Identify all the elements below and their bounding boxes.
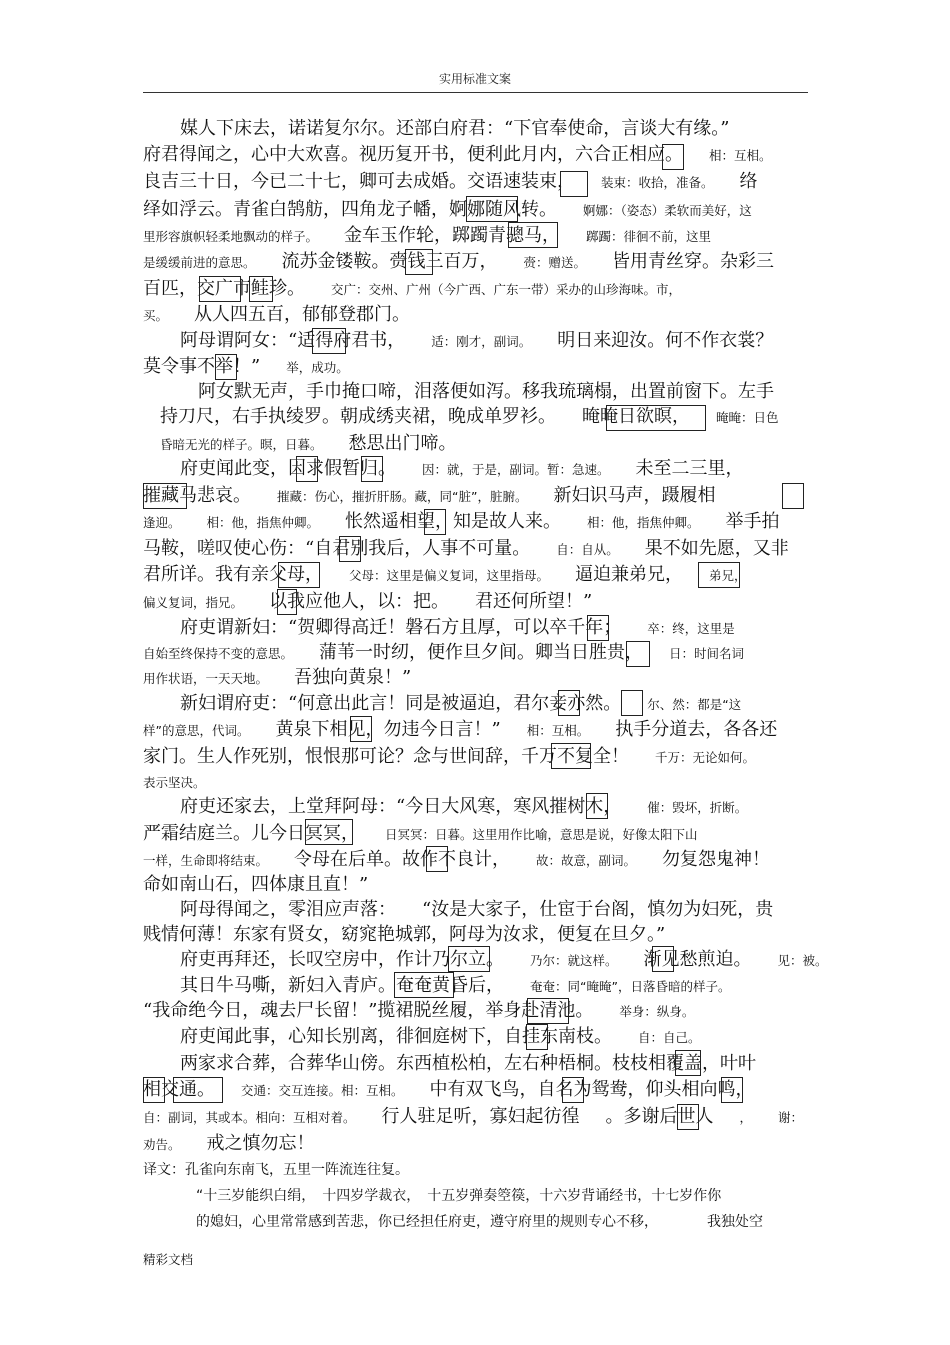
annotation-note: 千万：无论如何。	[655, 750, 756, 765]
poem-text: 戒之慎勿忘！	[206, 1133, 315, 1154]
gloss-highlight-box	[662, 144, 684, 170]
poem-text: 金车玉作轮，踯躅青骢马，	[344, 225, 561, 246]
poem-text: 勿复怨鬼神！	[662, 849, 771, 870]
poem-text: 。多谢后世人	[605, 1106, 714, 1127]
poem-text: 严霜结庭兰。儿今日冥冥，	[143, 823, 359, 844]
text-line	[180, 898, 773, 922]
annotation-note: 逢迎。	[143, 515, 181, 530]
text-line	[143, 718, 777, 743]
annotation-note: 举身：纵身。	[619, 1004, 695, 1019]
poem-text: 府君得闻之，心中大欢喜。视历复开书，便利此月内，六合正相应。	[143, 144, 683, 165]
gloss-highlight-box	[424, 509, 446, 535]
annotation-note: 偏义复词，指兄。	[143, 595, 244, 610]
annotation-note: 卒：终，这里是	[647, 621, 735, 636]
annotation-note: 相：他，指焦仲卿。	[587, 515, 700, 530]
text-line	[180, 117, 729, 141]
poem-text: 晻晻日欲暝，	[582, 406, 690, 427]
poem-text: 令母在后单。故作不良计，	[294, 849, 511, 870]
text-line	[143, 590, 592, 615]
annotation-note: 晻晻：日色	[716, 410, 779, 425]
poem-text: 阿母谓阿女：“适得府君书，	[180, 330, 406, 351]
text-line	[143, 198, 752, 223]
annotation-note: 举，成功。	[286, 360, 349, 375]
annotation-note: 见：被。	[777, 953, 828, 968]
gloss-highlight-box	[527, 998, 569, 1024]
gloss-highlight-box	[426, 846, 448, 872]
poem-text: 贱情何薄！东家有贤女，窈窕艳城郭，阿母为汝求，便复在旦夕。”	[143, 924, 666, 945]
poem-text: 其日牛马嘶，新妇入青庐。奄奄黄昏后，	[180, 975, 504, 996]
poem-text: 百匹，交广市鲑珍。	[143, 278, 305, 299]
gloss-highlight-box	[652, 946, 674, 972]
poem-text: 逼迫兼弟兄，	[575, 564, 684, 585]
annotation-note: 弟兄，	[709, 568, 747, 583]
text-line	[180, 457, 744, 482]
text-line	[143, 666, 411, 691]
poem-text: 莫令事不举！”	[143, 356, 261, 377]
poem-text: 果不如先愿，又非	[644, 538, 789, 559]
gloss-highlight-box	[278, 562, 320, 588]
gloss-highlight-box	[199, 276, 241, 302]
annotation-note: 自始至终保持不变的意思。	[143, 646, 294, 661]
annotation-note: 用作状语，一天天地。	[143, 671, 269, 686]
gloss-highlight-box	[721, 1077, 743, 1103]
annotation-note: 样”的意思，代词。	[143, 723, 250, 738]
poem-text: 行人驻足听，寡妇起彷徨	[381, 1106, 580, 1127]
annotation-note: 乃尔：就这样。	[530, 953, 618, 968]
annotation-note: 谢：	[778, 1110, 804, 1125]
poem-text: 马鞍，嗟叹使心伤：“自君别我后，人事不可量。	[143, 538, 531, 559]
text-line	[143, 1105, 803, 1130]
page-footer: 精彩文档	[143, 1252, 194, 1267]
gloss-highlight-box	[350, 716, 372, 742]
annotation-note: 是缓缓前进的意思。	[143, 255, 256, 270]
gloss-highlight-box	[405, 249, 433, 275]
poem-text: 流苏金镂鞍。赍钱三百万，	[281, 251, 498, 272]
text-line	[180, 1052, 756, 1076]
poem-text: 明日来迎汝。何不作衣裳？	[557, 330, 774, 351]
text-line	[180, 616, 735, 641]
gloss-highlight-box	[621, 690, 643, 716]
gloss-highlight-box	[305, 819, 353, 845]
text-line	[143, 537, 789, 562]
annotation-note: 相：他，指焦仲卿。	[206, 515, 320, 530]
gloss-highlight-box	[296, 456, 318, 482]
poem-text: 绎如浮云。青雀白鹄舫，四角龙子幡，婀娜随风转。	[143, 199, 557, 220]
gloss-highlight-box	[361, 456, 383, 482]
text-line	[143, 224, 711, 249]
text-line	[180, 948, 828, 973]
gloss-highlight-box	[526, 1024, 548, 1050]
poem-text: 蒲苇一时纫，便作旦夕间。卿当日胜贵，	[319, 642, 644, 663]
poem-text: “汝是大家子，仕宦于台阁，慎勿为妇死，贵	[422, 899, 774, 920]
gloss-highlight-box	[562, 1077, 584, 1103]
poem-text: 府吏还家去，上堂拜阿母：“今日大风寒，寒风摧树木，	[180, 796, 622, 817]
poem-text: 府吏再拜还，长叹空房中，作计乃尔立。	[180, 949, 504, 970]
poem-text: 吾独向黄泉！”	[294, 667, 412, 688]
text-line	[180, 692, 741, 717]
gloss-highlight-box	[782, 483, 804, 509]
gloss-highlight-box	[249, 276, 273, 302]
poem-text: 络	[739, 171, 758, 192]
translation-line: 的媳妇，心里常常感到苦悲，你已经担任府吏，遵守府里的规则专心不移， 我独处空	[196, 1214, 763, 1230]
poem-text: 阿女默无声，手巾掩口啼，泪落便如泻。移我琉璃榻，出置前窗下。左手	[198, 381, 774, 402]
annotation-note: 相：互相。	[709, 148, 772, 163]
text-line	[143, 484, 715, 509]
text-line	[143, 303, 410, 328]
poem-text: 府吏闻此变，因求假暂归。	[180, 458, 396, 479]
translation-line: “十三岁能织白绢， 十四岁学裁衣， 十五岁弹奏箜篌，十六岁背诵经书，十七岁作你	[196, 1188, 722, 1204]
annotation-note: 日冥冥：日暮。这里用作比喻，意思是说，好像太阳下山	[385, 827, 698, 842]
annotation-note: 奄奄：同“晻晻”，日落昏暗的样子。	[530, 979, 731, 994]
gloss-highlight-box	[606, 405, 706, 431]
text-line	[180, 974, 730, 999]
annotation-note: 交通：交互连接。相：互相。	[241, 1083, 404, 1098]
text-line	[160, 432, 457, 457]
gloss-highlight-box	[698, 562, 740, 588]
poem-text: “我命绝今日，魂去尸长留！”揽裙脱丝履，举身赴清池。	[143, 1000, 594, 1021]
poem-text: 君还何所望！”	[475, 591, 593, 612]
poem-text: 中有双飞鸟，自名为鸳鸯，仰头相向鸣，	[429, 1079, 754, 1100]
gloss-highlight-box	[626, 641, 650, 667]
annotation-note: 相：互相。	[526, 723, 590, 738]
poem-text: 持刀尺，右手执绫罗。朝成绣夹裙，晚成单罗衫。	[160, 406, 556, 427]
gloss-highlight-box	[173, 1077, 223, 1103]
gloss-highlight-box	[677, 1104, 699, 1130]
gloss-highlight-box	[143, 483, 187, 509]
text-line	[143, 873, 368, 897]
annotation-note: 尔、然：都是“这	[647, 697, 742, 712]
annotation-note: 因：就，于是，副词。暂：急速。	[422, 462, 610, 477]
text-line	[143, 999, 694, 1024]
text-line	[143, 822, 698, 847]
annotation-note: 婀娜：（姿态）柔软而美好，这	[583, 203, 752, 218]
poem-text: 皆用青丝穿。杂彩三	[612, 251, 775, 272]
annotation-note: 赍：赠送。	[523, 255, 587, 270]
poem-text: 新妇识马声，蹑履相	[553, 485, 716, 506]
annotation-note: 劝告。	[143, 1137, 181, 1152]
text-line	[143, 641, 744, 666]
annotation-note: 自：自从。	[556, 542, 619, 557]
gloss-highlight-box	[560, 171, 588, 197]
annotation-note: 摧藏：伤心，摧折肝肠。藏，同“脏”，脏腑。	[277, 489, 528, 504]
text-line	[143, 745, 755, 770]
gloss-highlight-box	[277, 589, 297, 615]
gloss-highlight-box	[551, 743, 591, 769]
gloss-highlight-box	[448, 946, 490, 972]
text-line	[180, 329, 773, 354]
poem-text: 以我应他人，以：把。	[269, 591, 450, 612]
annotation-note: 里形容旗帜轻柔地飘动的样子。	[143, 229, 319, 244]
poem-text: 摧藏马悲哀。	[143, 485, 251, 506]
translation-line: 译文：孔雀向东南飞，五里一阵流连往复。	[143, 1162, 409, 1178]
poem-text: 阿母得闻之，零泪应声落：	[180, 899, 396, 920]
poem-text: 黄泉下相见，勿违今日言！”	[275, 719, 501, 740]
poem-text: 新妇谓府吏：“何意出此言！同是被逼迫，君尔妾亦然。	[180, 693, 622, 714]
text-line	[143, 1078, 754, 1103]
text-line	[143, 770, 206, 795]
annotation-note: 一样，生命即将结束。	[143, 853, 269, 868]
gloss-highlight-box	[143, 1077, 165, 1103]
poem-text: 家门。生人作死别，恨恨那可论？念与世间辞，千万不复全！	[143, 746, 629, 767]
gloss-highlight-box	[587, 615, 609, 641]
annotation-note: 交广：交州、广州（今广西、广东一带）采办的山珍海味。市，	[331, 282, 682, 297]
poem-text: 府吏闻此事，心知长别离，徘徊庭树下，自挂东南枝。	[180, 1026, 612, 1047]
poem-text: 两家求合葬，合葬华山傍。东西植松柏，左右种梧桐。枝枝相覆盖，叶叶	[180, 1053, 756, 1074]
annotation-note: 买。	[143, 308, 169, 323]
poem-text: 从人四五百，郁郁登郡门。	[194, 304, 411, 325]
poem-text: 渐见愁煎迫。	[643, 949, 752, 970]
annotation-note: 适：刚才，副词。	[431, 334, 532, 349]
text-line	[180, 1025, 701, 1050]
annotation-note: 自：自己。	[638, 1030, 701, 1045]
poem-text: 未至二三里，	[635, 458, 744, 479]
annotation-note: 表示坚决。	[143, 775, 206, 790]
text-line	[180, 795, 747, 820]
gloss-highlight-box	[508, 222, 558, 248]
text-line	[198, 380, 774, 404]
gloss-highlight-box	[558, 690, 580, 716]
poem-text: 君所详。我有亲父母，	[143, 564, 323, 585]
poem-text: 良吉三十日，今已二十七，卿可去成婚。交语速装束，	[143, 171, 575, 192]
poem-text: 愁思出门啼。	[348, 433, 457, 454]
text-line	[143, 848, 770, 873]
text-line	[143, 923, 665, 947]
header-rule	[143, 92, 808, 93]
text-line	[143, 355, 349, 380]
annotation-note: 自：副词，其或本。相向：互相对着。	[143, 1110, 356, 1125]
gloss-highlight-box	[339, 536, 361, 562]
annotation-note: 日：时间名词	[669, 646, 745, 661]
text-line	[143, 170, 758, 195]
text-line	[143, 510, 780, 535]
annotation-note: 故：故意，副词。	[536, 853, 637, 868]
gloss-highlight-box	[586, 793, 608, 819]
poem-text: 命如南山石，四体康且直！”	[143, 874, 369, 895]
text-line	[143, 250, 774, 275]
annotation-note: ，	[739, 1110, 753, 1125]
annotation-note: 催：毁坏，折断。	[647, 800, 748, 815]
annotation-note: 父母：这里是偏义复词，这里指母。	[349, 568, 550, 583]
annotation-note: 踯躅：徘徊不前，这里	[586, 229, 712, 244]
poem-text: 怅然遥相望，知是故人来。	[345, 511, 562, 532]
text-line	[143, 1132, 315, 1157]
poem-text: 府吏谓新妇：“贺卿得高迁！磐石方且厚，可以卒千年；	[180, 617, 622, 638]
gloss-highlight-box	[394, 972, 454, 998]
poem-text: 执手分道去，各各还	[615, 719, 778, 740]
page-header: 实用标准文案	[438, 72, 511, 86]
gloss-highlight-box	[312, 328, 346, 354]
gloss-highlight-box	[215, 354, 237, 380]
gloss-highlight-box	[466, 196, 518, 222]
annotation-note: 装束：收拾，准备。	[601, 175, 714, 190]
poem-text: 媒人下床去，诺诺复尔尔。还部白府君：“下官奉使命，言谈大有缘。”	[180, 118, 730, 139]
gloss-highlight-box	[675, 1050, 701, 1076]
annotation-note: 昏暗无光的样子。暝，日暮。	[160, 437, 323, 452]
poem-text: 举手拍	[725, 511, 780, 532]
poem-text: 相交通。	[143, 1079, 215, 1100]
text-line	[143, 563, 747, 588]
